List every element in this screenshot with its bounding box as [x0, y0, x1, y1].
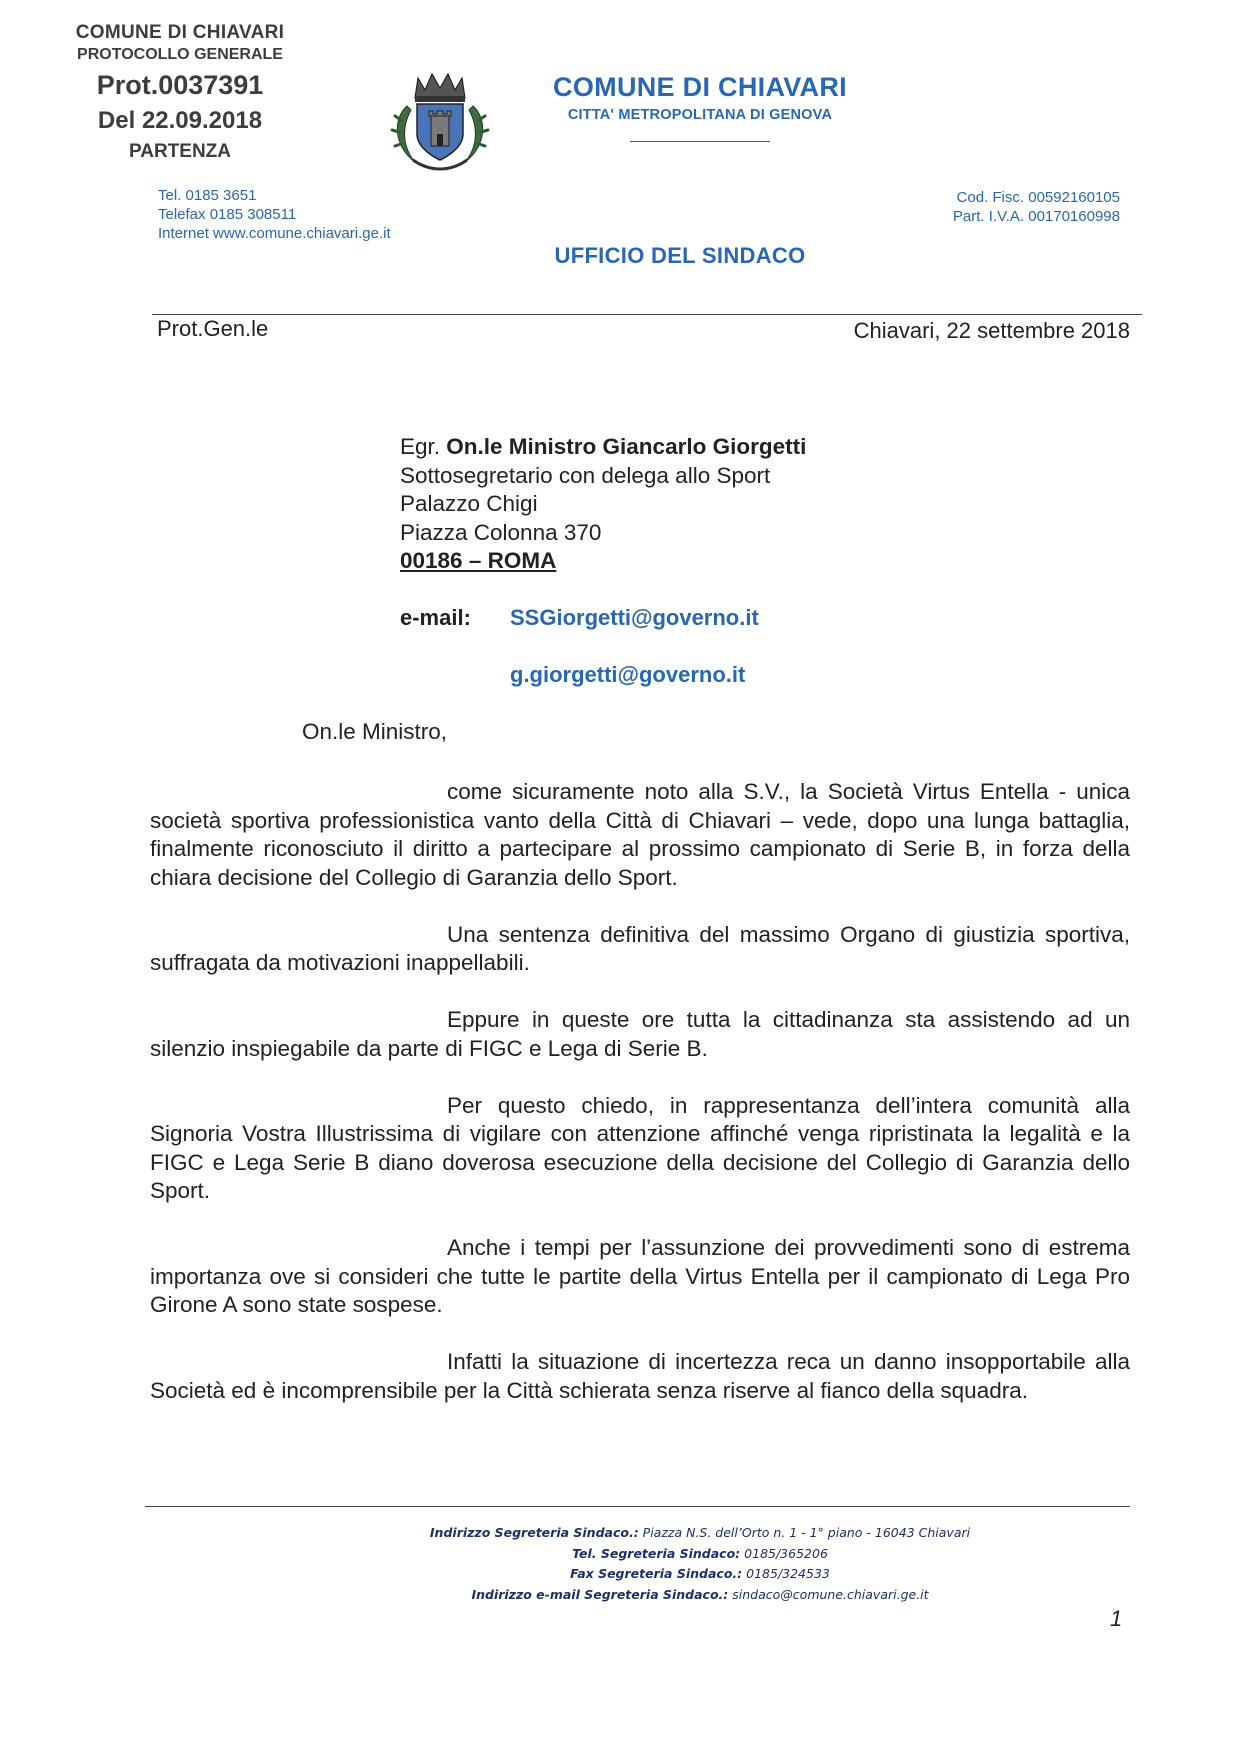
contacts-left [158, 186, 391, 243]
stamp-line1: COMUNE DI CHIAVARI [75, 22, 285, 43]
protocol-stamp [60, 22, 300, 163]
internet: Internet www.comune.chiavari.ge.it [158, 225, 391, 242]
stamp-direction: PARTENZA [128, 141, 232, 162]
footer-address-value: Piazza N.S. dell’Orto n. 1 - 1° piano - 16043 Chiavari [638, 1525, 971, 1540]
footer-address-label: Indirizzo Segreteria Sindaco.: [429, 1525, 639, 1540]
addressee-building: Palazzo Chigi [400, 491, 538, 516]
addressee-name-line [400, 433, 806, 462]
footer-tel-value: 0185/365206 [740, 1545, 828, 1561]
contacts-right [900, 188, 1120, 226]
paragraph-1: come sicuramente noto alla S.V., la Società Virtus Entella - unica società sportiva professionistica vanto della Città di Chiavari – vede, dopo una lunga battaglia, finalmente riconosciuto il diritto a partecipare al prossimo campionato di Serie B, in forza della chiara decisione del Collegio di Garanzia dello Sport. [150, 779, 1130, 890]
footer-address-line [0, 1523, 1240, 1544]
addressee-role: Sottosegretario con delega allo Sport [400, 462, 771, 488]
addressee-prefix: Egr. [400, 434, 447, 459]
addressee-city: 00186 – ROMA [400, 548, 557, 573]
footer-tel-line [0, 1544, 1240, 1565]
city-date: Chiavari, 22 settembre 2018 [853, 318, 1130, 343]
coat-of-arms-icon [385, 68, 495, 173]
office-name: UFFICIO DEL SINDACO [554, 243, 806, 268]
municipality-title: COMUNE DI CHIAVARI [553, 72, 847, 102]
footer-tel-label: Tel. Segreteria Sindaco: [572, 1545, 741, 1561]
addressee-street: Piazza Colonna 370 [400, 519, 602, 545]
addressee-block [400, 433, 806, 576]
fiscal-code: Cod. Fisc. 00592160105 [956, 189, 1120, 206]
footer-fax-value: 0185/324533 [742, 1566, 830, 1581]
addressee-name: On.le Ministro Giancarlo Giorgetti [446, 434, 807, 459]
letter-body [150, 778, 1130, 1434]
email-primary[interactable]: SSGiorgetti@governo.it [510, 605, 759, 630]
stamp-date: Del 22.09.2018 [97, 107, 263, 134]
paragraph-3: Eppure in queste ore tutta la cittadinanza sta assistendo ad un silenzio inspiegabile da parte di FIGC e Lega di Serie B. [150, 1007, 1130, 1061]
telefax: Telefax 0185 308511 [158, 206, 297, 223]
footer-email-value: sindaco@comune.chiavari.ge.it [728, 1586, 929, 1602]
footer-divider [145, 1506, 1130, 1507]
footer-email-line [0, 1585, 1240, 1606]
title-underline [630, 141, 770, 142]
paragraph-2: Una sentenza definitiva del massimo Organo di giustizia sportiva, suffragata da motivazioni inappellabili. [150, 921, 1130, 975]
municipality-subtitle: CITTA' METROPOLITANA DI GENOVA [567, 107, 833, 123]
page-number: 1 [1110, 1606, 1123, 1631]
stamp-line2: PROTOCOLLO GENERALE [77, 46, 283, 63]
tel: Tel. 0185 3651 [158, 187, 257, 204]
email-label: e-mail: [400, 605, 471, 630]
vat-number: Part. I.V.A. 00170160998 [952, 208, 1120, 225]
header-title-block [520, 72, 880, 142]
footer [0, 1523, 1240, 1605]
paragraph-5: Anche i tempi per l’assunzione dei provvedimenti sono di estrema importanza ove si consideri che tutte le partite della Virtus Entella per il campionato di Lega Pro Girone A sono state sospese. [150, 1235, 1130, 1317]
header-divider [152, 314, 1142, 315]
footer-email-label: Indirizzo e-mail Segreteria Sindaco.: [471, 1586, 729, 1602]
footer-fax-line [0, 1564, 1240, 1585]
stamp-protocol-number: Prot.0037391 [96, 70, 264, 100]
email-secondary[interactable]: g.giorgetti@governo.it [510, 662, 746, 687]
footer-fax-label: Fax Segreteria Sindaco.: [570, 1566, 743, 1581]
prot-gen: Prot.Gen.le [157, 316, 269, 341]
paragraph-6: Infatti la situazione di incertezza reca un danno insopportabile alla Società ed è incomprensibile per la Città schierata senza riserve al fianco della squadra. [150, 1349, 1130, 1403]
paragraph-4: Per questo chiedo, in rappresentanza dell’intera comunità alla Signoria Vostra Illustrissima di vigilare con attenzione affinché venga ripristinata la legalità e la FIGC e Lega Serie B diano doverosa esecuzione della decisione del Collegio di Garanzia dello Sport. [150, 1092, 1130, 1203]
salutation: On.le Ministro, [302, 719, 448, 744]
